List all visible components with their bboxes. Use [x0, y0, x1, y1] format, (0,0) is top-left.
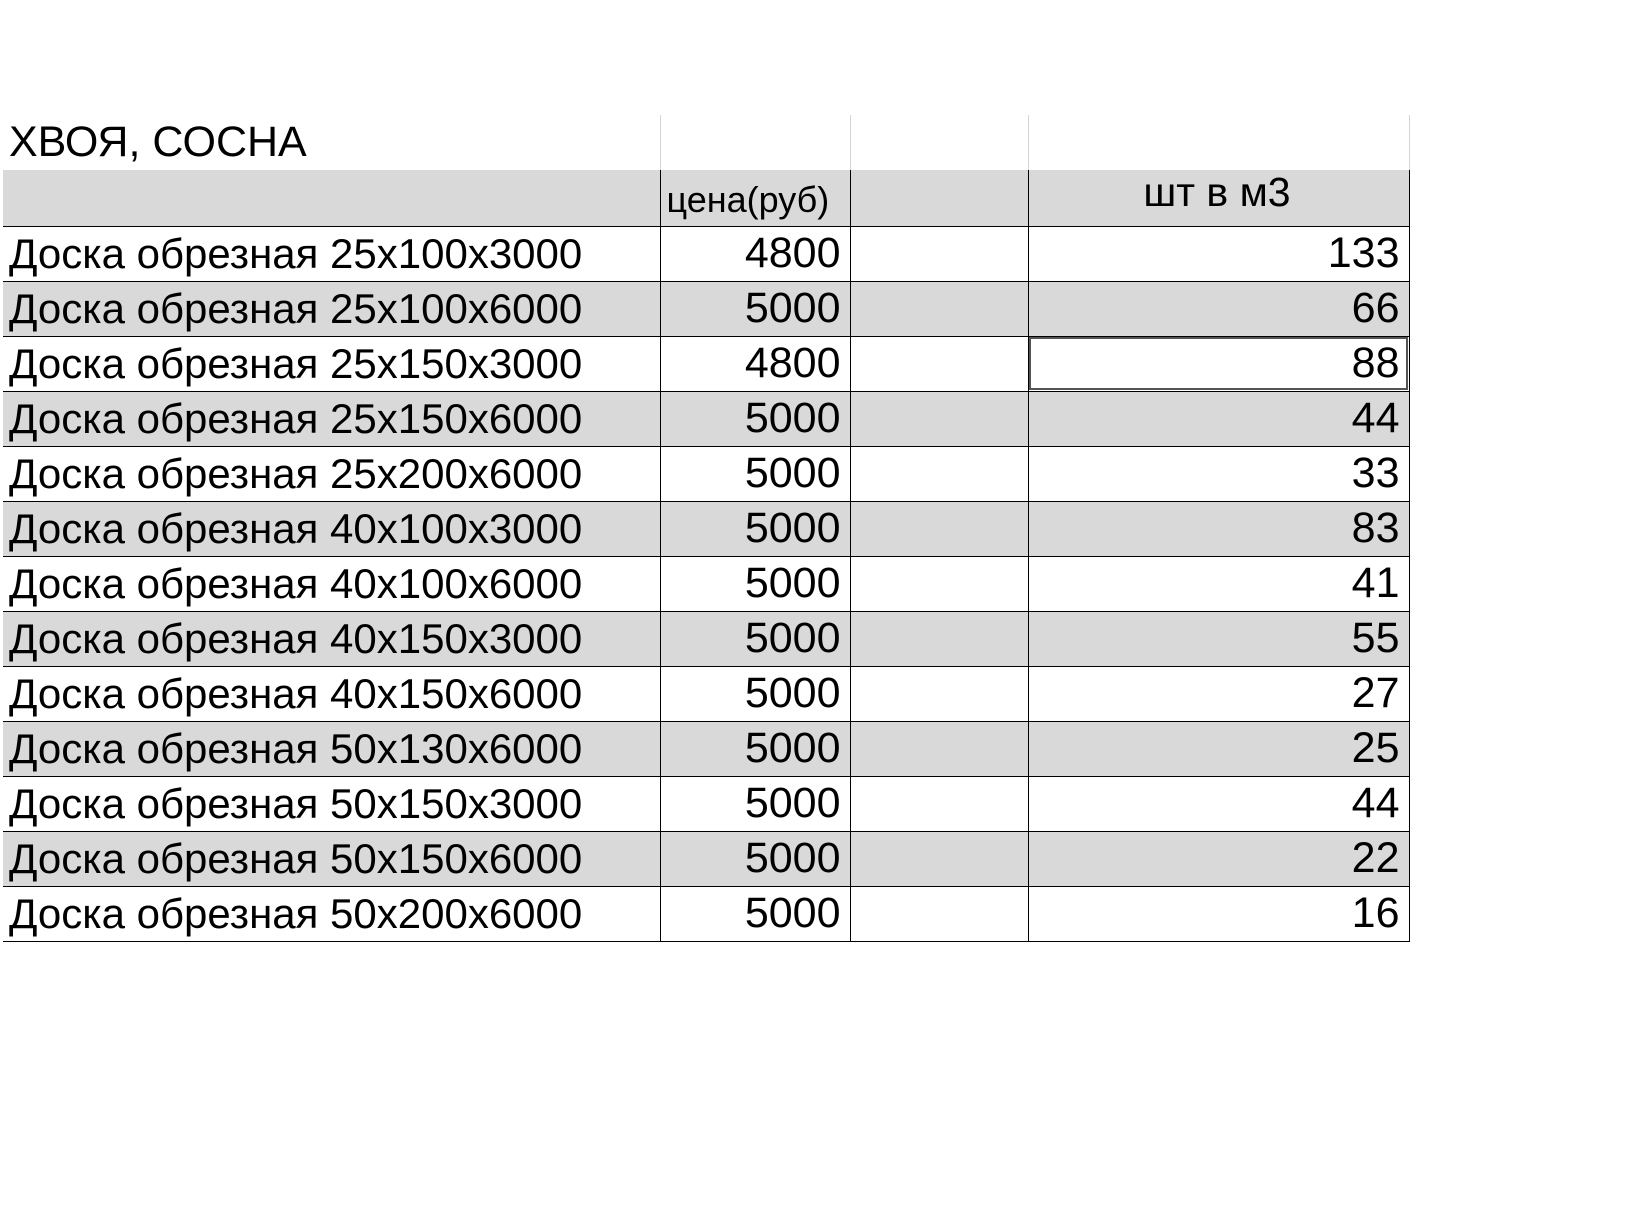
- table-row: [3, 556, 1409, 611]
- pcs-cell[interactable]: 33: [1028, 446, 1409, 501]
- price-cell[interactable]: 5000: [660, 666, 850, 721]
- table-row: [3, 446, 1409, 501]
- title-cell-empty[interactable]: [850, 115, 1028, 170]
- empty-cell[interactable]: [850, 336, 1028, 391]
- empty-cell[interactable]: [850, 391, 1028, 446]
- price-table: [3, 115, 1410, 942]
- pcs-cell[interactable]: 133: [1028, 226, 1409, 281]
- price-cell[interactable]: 5000: [660, 556, 850, 611]
- table-row: [3, 336, 1409, 391]
- price-cell[interactable]: 5000: [660, 831, 850, 886]
- product-name-cell[interactable]: Доска обрезная 25х100х6000: [3, 281, 660, 336]
- empty-cell[interactable]: [850, 501, 1028, 556]
- pcs-cell[interactable]: 16: [1028, 886, 1409, 941]
- product-name-cell[interactable]: Доска обрезная 40х100х3000: [3, 501, 660, 556]
- price-cell[interactable]: 5000: [660, 501, 850, 556]
- table-row: [3, 831, 1409, 886]
- empty-cell[interactable]: [850, 226, 1028, 281]
- header-empty-cell[interactable]: [850, 170, 1028, 226]
- price-cell[interactable]: 5000: [660, 611, 850, 666]
- product-name-cell[interactable]: Доска обрезная 25х150х3000: [9, 339, 583, 387]
- price-cell[interactable]: 5000: [660, 281, 850, 336]
- empty-cell[interactable]: [850, 446, 1028, 501]
- pcs-cell[interactable]: 44: [1028, 391, 1409, 446]
- price-cell[interactable]: 5000: [660, 776, 850, 831]
- product-name-cell[interactable]: Доска обрезная 40х100х6000: [9, 559, 583, 607]
- pcs-cell-selected[interactable]: 88: [1028, 336, 1409, 391]
- pcs-cell[interactable]: 66: [1028, 281, 1409, 336]
- table-row: [3, 886, 1409, 941]
- price-cell[interactable]: 5000: [660, 446, 850, 501]
- price-cell[interactable]: 4800: [660, 226, 850, 281]
- table-row: [3, 666, 1409, 721]
- table-row: [3, 776, 1409, 831]
- table-row: [3, 611, 1409, 666]
- product-name-cell[interactable]: Доска обрезная 25х200х6000: [9, 449, 583, 497]
- table-row: [3, 721, 1409, 776]
- table-row: [3, 501, 1409, 556]
- product-name-cell[interactable]: Доска обрезная 50х130х6000: [3, 721, 660, 776]
- table-row: [3, 226, 1409, 281]
- product-name-cell[interactable]: Доска обрезная 25х150х6000: [3, 391, 660, 446]
- pcs-cell[interactable]: 55: [1028, 611, 1409, 666]
- pcs-cell[interactable]: 41: [1028, 556, 1409, 611]
- product-name-cell[interactable]: Доска обрезная 50х200х6000: [9, 889, 583, 937]
- product-name-cell[interactable]: Доска обрезная 40х150х3000: [3, 611, 660, 666]
- title-row: [3, 115, 1409, 170]
- price-cell[interactable]: 5000: [660, 886, 850, 941]
- table-row: [3, 391, 1409, 446]
- header-name-cell[interactable]: [3, 170, 660, 226]
- pcs-cell[interactable]: 25: [1028, 721, 1409, 776]
- empty-cell[interactable]: [850, 886, 1028, 941]
- pcs-cell[interactable]: 44: [1028, 776, 1409, 831]
- title-cell-empty[interactable]: [1028, 115, 1409, 170]
- price-cell[interactable]: 4800: [660, 336, 850, 391]
- title-cell-empty[interactable]: [660, 115, 850, 170]
- empty-cell[interactable]: [850, 721, 1028, 776]
- empty-cell[interactable]: [850, 281, 1028, 336]
- sheet-title[interactable]: ХВОЯ, СОСНА: [9, 118, 307, 166]
- header-pcs-per-m3[interactable]: шт в м3: [1028, 170, 1409, 226]
- empty-cell[interactable]: [850, 666, 1028, 721]
- empty-cell[interactable]: [850, 611, 1028, 666]
- pcs-cell[interactable]: 27: [1028, 666, 1409, 721]
- product-name-cell[interactable]: Доска обрезная 40х150х6000: [9, 669, 583, 717]
- product-name-cell[interactable]: Доска обрезная 50х150х3000: [9, 779, 583, 827]
- header-price[interactable]: цена(руб): [660, 170, 850, 226]
- pcs-cell[interactable]: 22: [1028, 831, 1409, 886]
- price-cell[interactable]: 5000: [660, 721, 850, 776]
- pcs-cell[interactable]: 83: [1028, 501, 1409, 556]
- header-row: [3, 170, 1409, 226]
- table-row: [3, 281, 1409, 336]
- product-name-cell[interactable]: Доска обрезная 50х150х6000: [3, 831, 660, 886]
- price-cell[interactable]: 5000: [660, 391, 850, 446]
- empty-cell[interactable]: [850, 776, 1028, 831]
- product-name-cell[interactable]: Доска обрезная 25х100х3000: [9, 229, 583, 277]
- empty-cell[interactable]: [850, 831, 1028, 886]
- empty-cell[interactable]: [850, 556, 1028, 611]
